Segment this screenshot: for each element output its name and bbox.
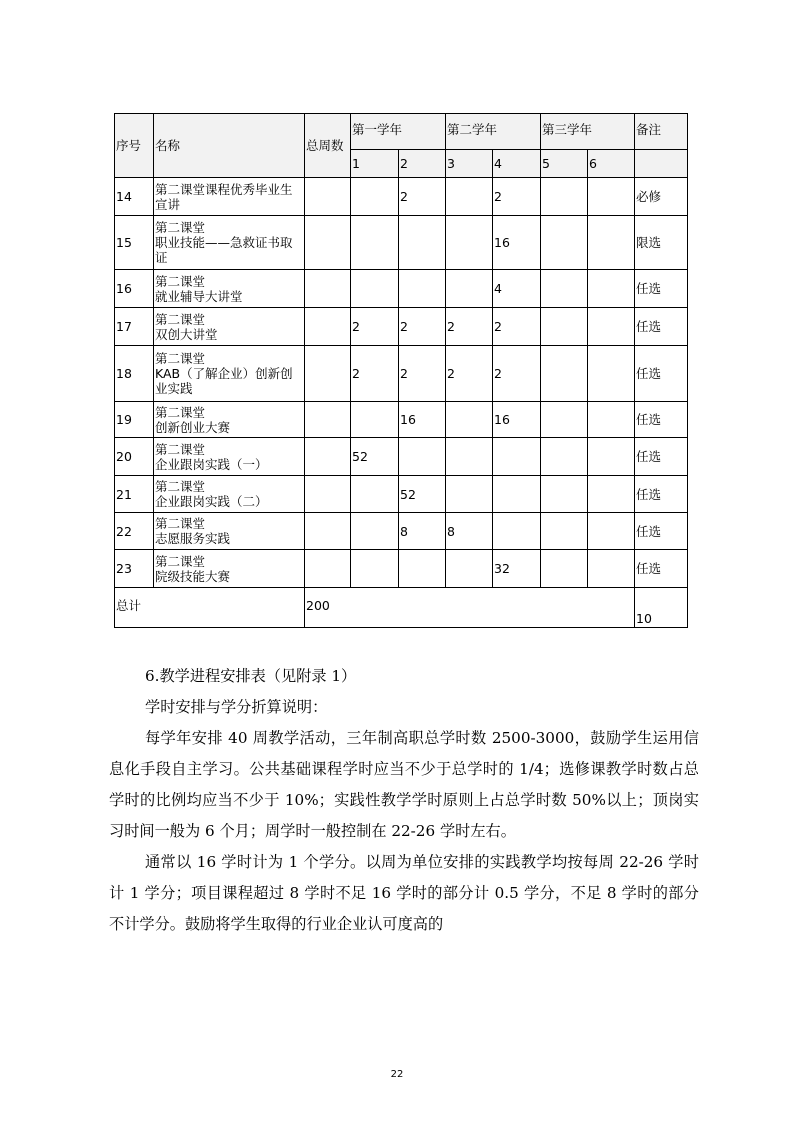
row-seq: 18 xyxy=(115,346,154,402)
header-year2: 第二学年 xyxy=(446,114,541,150)
row-name: 第二课堂 志愿服务实践 xyxy=(154,513,305,550)
table-row xyxy=(115,438,688,476)
row-term-3 xyxy=(446,550,493,588)
row-term-3 xyxy=(446,438,493,476)
header-term: 4 xyxy=(493,150,541,178)
row-name: 第二课堂 双创大讲堂 xyxy=(154,308,305,346)
row-term-5 xyxy=(541,513,588,550)
row-remark: 任选 xyxy=(635,513,688,550)
header-name: 名称 xyxy=(154,114,305,178)
row-term-2: 2 xyxy=(399,178,446,216)
row-term-6 xyxy=(588,308,635,346)
row-term-4: 2 xyxy=(493,346,541,402)
row-term-3: 2 xyxy=(446,308,493,346)
row-weeks xyxy=(305,438,351,476)
row-term-6 xyxy=(588,216,635,270)
total-weeks: 200 xyxy=(305,588,635,628)
row-remark: 任选 xyxy=(635,550,688,588)
row-term-4: 4 xyxy=(493,270,541,308)
row-seq: 16 xyxy=(115,270,154,308)
row-weeks xyxy=(305,308,351,346)
row-name: 第二课堂 创新创业大赛 xyxy=(154,402,305,438)
row-term-1 xyxy=(351,513,399,550)
row-term-4 xyxy=(493,438,541,476)
row-term-6 xyxy=(588,178,635,216)
row-name: 第二课堂 企业跟岗实践（二） xyxy=(154,476,305,513)
header-weeks: 总周数 xyxy=(305,114,351,178)
row-remark: 必修 xyxy=(635,178,688,216)
header-year3: 第三学年 xyxy=(541,114,635,150)
row-weeks xyxy=(305,550,351,588)
row-term-4: 16 xyxy=(493,402,541,438)
row-seq: 20 xyxy=(115,438,154,476)
section-subheading: 学时安排与学分折算说明： xyxy=(145,698,328,716)
table-row xyxy=(115,513,688,550)
row-seq: 17 xyxy=(115,308,154,346)
header-term: 1 xyxy=(351,150,399,178)
row-term-1: 2 xyxy=(351,308,399,346)
row-term-1 xyxy=(351,216,399,270)
row-term-6 xyxy=(588,513,635,550)
row-term-3 xyxy=(446,216,493,270)
row-seq: 15 xyxy=(115,216,154,270)
row-seq: 22 xyxy=(115,513,154,550)
row-term-2: 52 xyxy=(399,476,446,513)
header-term: 2 xyxy=(399,150,446,178)
row-term-4 xyxy=(493,513,541,550)
row-seq: 19 xyxy=(115,402,154,438)
table-row xyxy=(115,476,688,513)
table-row xyxy=(115,270,688,308)
row-name: 第二课堂课程优秀毕业生宣讲 xyxy=(154,178,305,216)
row-name: 第二课堂 院级技能大赛 xyxy=(154,550,305,588)
row-name: 第二课堂 KAB（了解企业）创新创业实践 xyxy=(154,346,305,402)
row-term-5 xyxy=(541,270,588,308)
row-term-1: 2 xyxy=(351,346,399,402)
row-term-2: 16 xyxy=(399,402,446,438)
row-remark: 任选 xyxy=(635,476,688,513)
row-weeks xyxy=(305,476,351,513)
header-year1: 第一学年 xyxy=(351,114,446,150)
row-term-2 xyxy=(399,550,446,588)
schedule-table-wrap xyxy=(114,113,687,628)
row-term-6 xyxy=(588,270,635,308)
row-term-2: 2 xyxy=(399,308,446,346)
row-term-3 xyxy=(446,402,493,438)
row-term-3: 8 xyxy=(446,513,493,550)
row-seq: 14 xyxy=(115,178,154,216)
row-term-1 xyxy=(351,402,399,438)
header-term: 5 xyxy=(541,150,588,178)
total-remark: 10 xyxy=(635,588,688,628)
row-term-5 xyxy=(541,346,588,402)
total-label: 总计 xyxy=(115,588,305,628)
row-name: 第二课堂 职业技能——急救证书取证 xyxy=(154,216,305,270)
second-classroom-table xyxy=(114,113,688,628)
row-term-3 xyxy=(446,270,493,308)
row-term-2: 8 xyxy=(399,513,446,550)
row-remark: 限选 xyxy=(635,216,688,270)
table-row xyxy=(115,346,688,402)
row-weeks xyxy=(305,346,351,402)
row-term-4: 16 xyxy=(493,216,541,270)
row-remark: 任选 xyxy=(635,270,688,308)
table-row xyxy=(115,216,688,270)
row-term-5 xyxy=(541,216,588,270)
row-term-3 xyxy=(446,476,493,513)
row-term-5 xyxy=(541,550,588,588)
row-term-1: 52 xyxy=(351,438,399,476)
row-weeks xyxy=(305,270,351,308)
header-term: 6 xyxy=(588,150,635,178)
row-term-6 xyxy=(588,438,635,476)
row-term-6 xyxy=(588,346,635,402)
row-remark: 任选 xyxy=(635,438,688,476)
body-text xyxy=(109,661,699,940)
row-weeks xyxy=(305,178,351,216)
row-term-2 xyxy=(399,216,446,270)
row-term-4: 2 xyxy=(493,178,541,216)
table-row xyxy=(115,308,688,346)
row-name: 第二课堂 就业辅导大讲堂 xyxy=(154,270,305,308)
header-term: 3 xyxy=(446,150,493,178)
header-term-blank xyxy=(635,150,688,178)
row-term-1 xyxy=(351,178,399,216)
section-heading: 6.教学进程安排表（见附录 1） xyxy=(145,667,357,685)
row-remark: 任选 xyxy=(635,308,688,346)
row-term-3 xyxy=(446,178,493,216)
paragraph-credits: 通常以 16 学时计为 1 个学分。以周为单位安排的实践教学均按每周 22-26 学时计 1 学分；项目课程超过 8 学时不足 16 学时的部分计 0.5 学分，不足 8 学时的部分不计学分。鼓励将学生取得的行业企业认可度高的 xyxy=(109,853,699,933)
row-weeks xyxy=(305,402,351,438)
row-name: 第二课堂 企业跟岗实践（一） xyxy=(154,438,305,476)
row-term-4 xyxy=(493,476,541,513)
row-weeks xyxy=(305,216,351,270)
row-term-5 xyxy=(541,476,588,513)
table-body xyxy=(115,178,688,588)
row-term-5 xyxy=(541,402,588,438)
row-term-6 xyxy=(588,476,635,513)
page-number: 22 xyxy=(390,1069,404,1080)
row-seq: 23 xyxy=(115,550,154,588)
row-weeks xyxy=(305,513,351,550)
table-row xyxy=(115,402,688,438)
row-term-5 xyxy=(541,438,588,476)
table-row xyxy=(115,178,688,216)
row-term-1 xyxy=(351,476,399,513)
row-term-2: 2 xyxy=(399,346,446,402)
row-term-4: 32 xyxy=(493,550,541,588)
row-term-6 xyxy=(588,550,635,588)
total-row xyxy=(115,588,688,628)
row-seq: 21 xyxy=(115,476,154,513)
row-remark: 任选 xyxy=(635,346,688,402)
row-term-3: 2 xyxy=(446,346,493,402)
row-term-2 xyxy=(399,438,446,476)
row-term-4: 2 xyxy=(493,308,541,346)
header-remark: 备注 xyxy=(635,114,688,150)
row-term-1 xyxy=(351,270,399,308)
row-remark: 任选 xyxy=(635,402,688,438)
table-row xyxy=(115,550,688,588)
paragraph-hours: 每学年安排 40 周教学活动，三年制高职总学时数 2500-3000，鼓励学生运用信息化手段自主学习。公共基础课程学时应当不少于总学时的 1/4；选修课教学时数占总学时的比例均应当不少于 10%；实践性教学学时原则上占总学时数 50%以上；顶岗实习时间一般为 6 个月；周学时一般控制在 22-26 学时左右。 xyxy=(109,729,699,840)
row-term-1 xyxy=(351,550,399,588)
row-term-2 xyxy=(399,270,446,308)
row-term-6 xyxy=(588,402,635,438)
header-seq: 序号 xyxy=(115,114,154,178)
row-term-5 xyxy=(541,308,588,346)
row-term-5 xyxy=(541,178,588,216)
